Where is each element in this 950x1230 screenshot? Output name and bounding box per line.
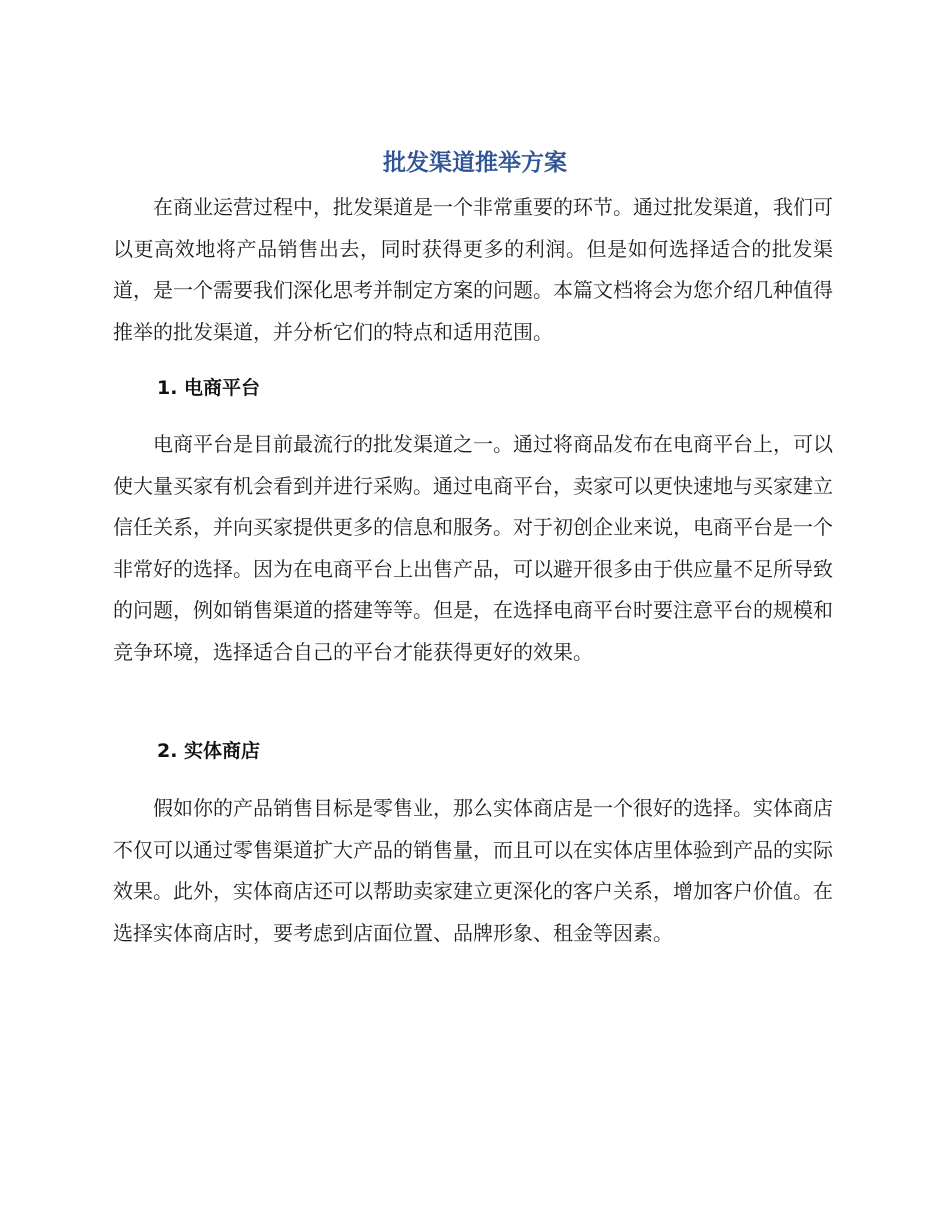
section-body-ecommerce: 电商平台是目前最流行的批发渠道之一。通过将商品发布在电商平台上，可以使大量买家有机会看到并进行采购。通过电商平台，卖家可以更快速地与买家建立信任关系，并向买家提供更多的信息和服务。对于初创企业来说，电商平台是一个非常好的选择。因为在电商平台上出售产品，可以避开很多由于供应量不足所导致的问题，例如销售渠道的搭建等等。但是，在选择电商平台时要注意平台的规模和竞争环境，选择适合自己的平台才能获得更好的效果。	[113, 432, 833, 664]
section-heading-ecommerce: 1. 电商平台	[157, 377, 261, 399]
intro-paragraph: 在商业运营过程中，批发渠道是一个非常重要的环节。通过批发渠道，我们可以更高效地将产品销售出去，同时获得更多的利润。但是如何选择适合的批发渠道，是一个需要我们深化思考并制定方案的问题。本篇文档将会为您介绍几种值得推举的批发渠道，并分析它们的特点和适用范围。	[113, 195, 833, 344]
section-body-physical-store: 假如你的产品销售目标是零售业，那么实体商店是一个很好的选择。实体商店不仅可以通过零售渠道扩大产品的销售量，而且可以在实体店里体验到产品的实际效果。此外，实体商店还可以帮助卖家建立更深化的客户关系，增加客户价值。在选择实体商店时，要考虑到店面位置、品牌形象、租金等因素。	[113, 796, 833, 945]
document-title: 批发渠道推举方案	[383, 150, 567, 176]
section-heading-physical-store: 2. 实体商店	[157, 740, 261, 762]
